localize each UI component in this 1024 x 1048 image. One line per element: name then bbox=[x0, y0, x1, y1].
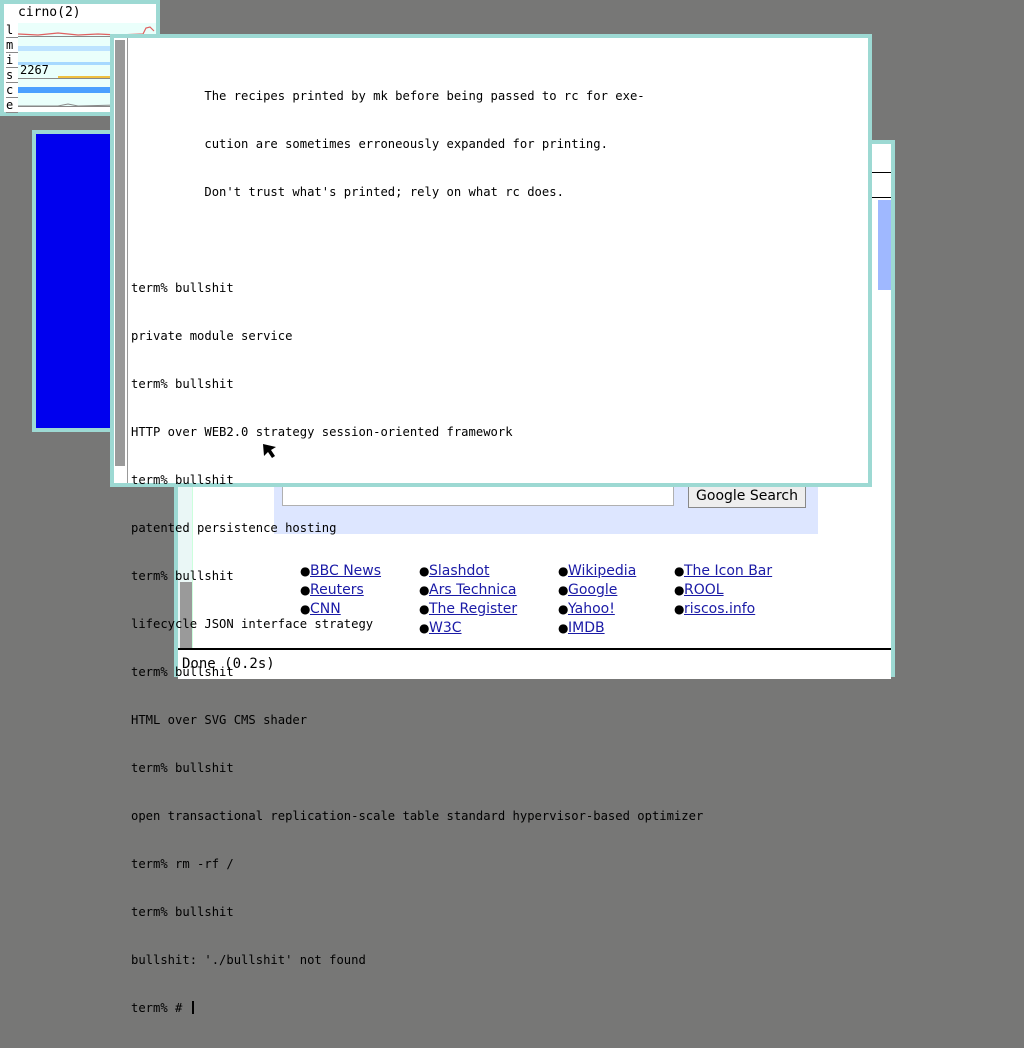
list-item: ●W3C bbox=[419, 620, 462, 636]
terminal-line: HTTP over WEB2.0 strategy session-oriented framework bbox=[131, 425, 513, 439]
terminal-line: private module service bbox=[131, 329, 293, 343]
terminal-line: lifecycle JSON interface strategy bbox=[131, 617, 374, 631]
terminal-line: open transactional replication-scale table standard hypervisor-based optimizer bbox=[131, 809, 704, 823]
list-item: ●Reuters bbox=[300, 582, 364, 598]
terminal-line: term% bullshit bbox=[131, 905, 234, 919]
terminal-line bbox=[131, 232, 703, 248]
stats-label-syscalls: s bbox=[6, 68, 18, 83]
stats-syscalls-value: 2267 bbox=[20, 63, 49, 77]
link-bbc-news[interactable]: BBC News bbox=[310, 563, 382, 579]
terminal-line: term% bullshit bbox=[131, 569, 234, 583]
link-google[interactable]: Google bbox=[568, 582, 618, 598]
terminal-prompt: term% # bbox=[131, 1001, 190, 1015]
terminal-line: patented persistence hosting bbox=[131, 521, 337, 535]
terminal-output[interactable] bbox=[131, 56, 703, 1048]
stats-label-ether: e bbox=[6, 98, 18, 113]
link-imdb[interactable]: IMDB bbox=[568, 620, 605, 636]
list-item: ●BBC News bbox=[300, 563, 382, 579]
list-item: ●The Icon Bar bbox=[674, 563, 773, 579]
terminal-line: term% bullshit bbox=[131, 281, 234, 295]
terminal-prompt-line[interactable] bbox=[131, 1000, 703, 1016]
mouse-pointer-icon bbox=[262, 443, 278, 459]
link-the-icon-bar[interactable]: The Icon Bar bbox=[684, 563, 773, 579]
list-item: ●Google bbox=[558, 582, 618, 598]
list-item: ●riscos.info bbox=[674, 601, 756, 617]
list-item: ●IMDB bbox=[558, 620, 605, 636]
status-text: Done (0.2s) bbox=[182, 656, 275, 672]
link-ars-technica[interactable]: Ars Technica bbox=[429, 582, 517, 598]
list-item: ●ROOL bbox=[674, 582, 724, 598]
text-cursor bbox=[192, 1001, 194, 1014]
link-the-register[interactable]: The Register bbox=[429, 601, 518, 617]
list-item: ●The Register bbox=[419, 601, 518, 617]
stats-label-memory: m bbox=[6, 38, 18, 53]
list-item: ●Yahoo! bbox=[558, 601, 615, 617]
link-rool[interactable]: ROOL bbox=[684, 582, 724, 598]
link-wikipedia[interactable]: Wikipedia bbox=[568, 563, 637, 579]
terminal-line: term% bullshit bbox=[131, 665, 234, 679]
link-riscos-info[interactable]: riscos.info bbox=[684, 601, 756, 617]
link-reuters[interactable]: Reuters bbox=[310, 582, 364, 598]
link-yahoo[interactable]: Yahoo! bbox=[568, 601, 615, 617]
link-slashdot[interactable]: Slashdot bbox=[429, 563, 490, 579]
terminal-line: term% bullshit bbox=[131, 761, 234, 775]
list-item: ●CNN bbox=[300, 601, 341, 617]
page-banner bbox=[878, 200, 891, 290]
terminal-line: HTML over SVG CMS shader bbox=[131, 713, 308, 727]
stats-labels bbox=[6, 23, 18, 113]
stats-label-context: c bbox=[6, 83, 18, 98]
terminal-scroll-thumb[interactable] bbox=[115, 40, 125, 466]
link-w3c[interactable]: W3C bbox=[429, 620, 462, 636]
terminal-line: cution are sometimes erroneously expanded for printing. bbox=[131, 137, 608, 151]
stats-label-load: l bbox=[6, 23, 18, 38]
terminal-line: Don't trust what's printed; rely on what rc does. bbox=[131, 185, 564, 199]
terminal-scrollbar[interactable] bbox=[114, 38, 128, 483]
stats-label-interrupts: i bbox=[6, 53, 18, 68]
terminal-line: term% rm -rf / bbox=[131, 857, 234, 871]
link-cnn[interactable]: CNN bbox=[310, 601, 341, 617]
google-search-button[interactable]: Google Search bbox=[688, 484, 806, 508]
terminal-line: term% bullshit bbox=[131, 473, 234, 487]
terminal-line: The recipes printed by mk before being passed to rc for exe- bbox=[131, 89, 645, 103]
terminal-line: bullshit: './bullshit' not found bbox=[131, 953, 366, 967]
blue-window[interactable] bbox=[32, 130, 122, 432]
terminal-line: term% bullshit bbox=[131, 377, 234, 391]
stats-title: cirno(2) bbox=[18, 5, 81, 20]
list-item: ●Ars Technica bbox=[419, 582, 517, 598]
list-item: ●Wikipedia bbox=[558, 563, 637, 579]
list-item: ●Slashdot bbox=[419, 563, 490, 579]
